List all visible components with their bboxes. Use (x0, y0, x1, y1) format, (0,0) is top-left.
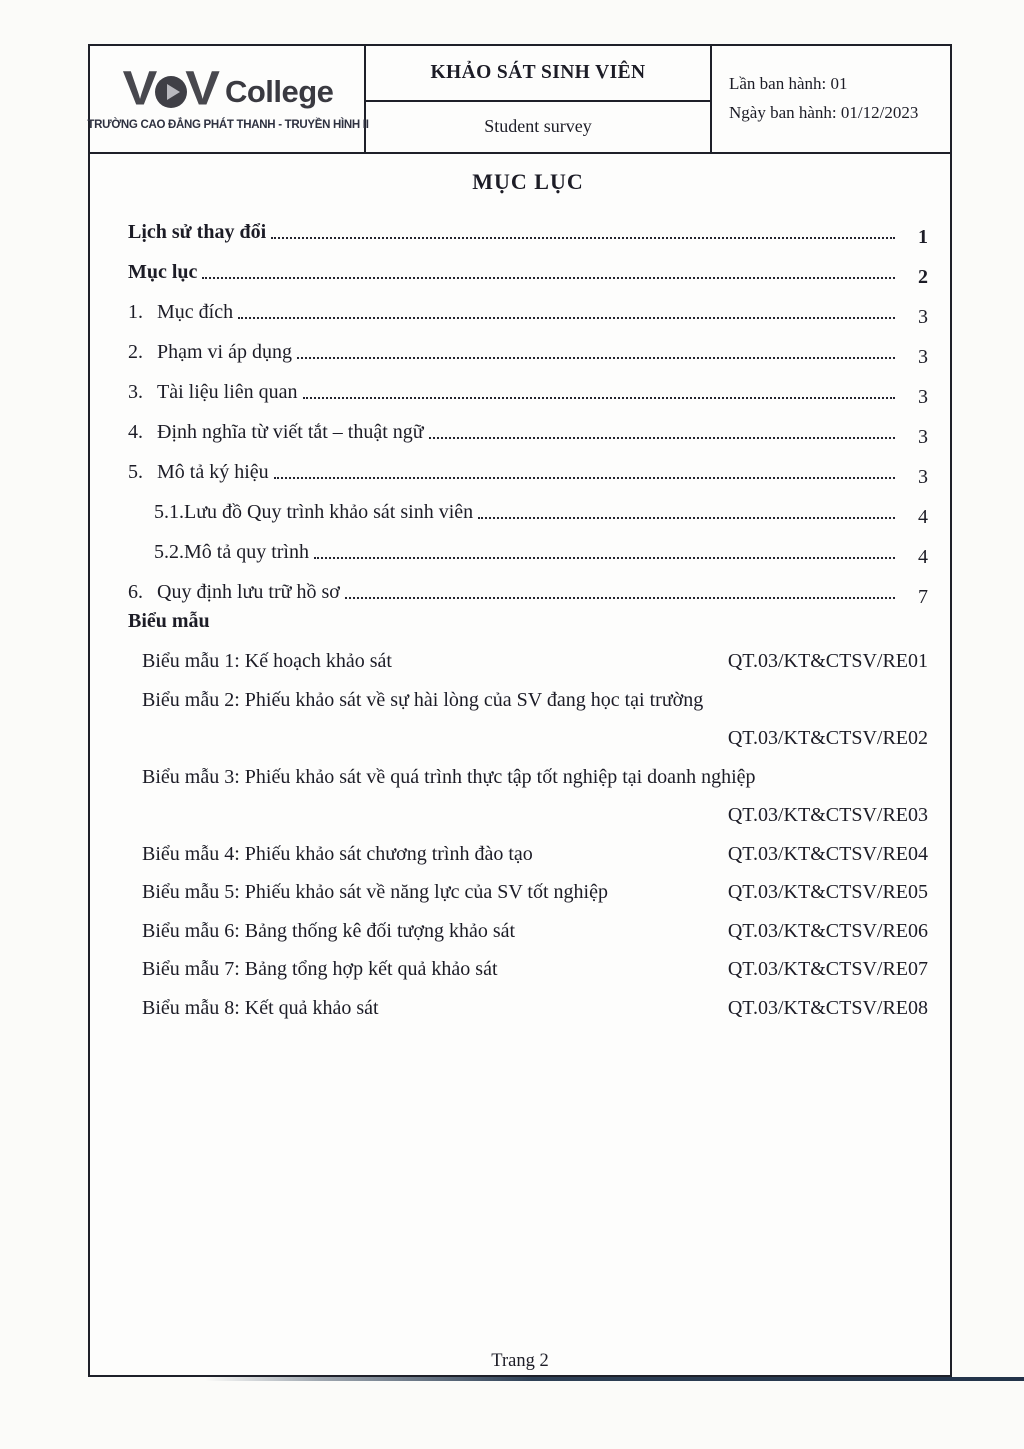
toc-list (128, 205, 928, 608)
toc-entry-number: 5. (128, 460, 143, 483)
form-item-label: Biểu mẫu 7: Bảng tổng hợp kết quả khảo sát (142, 958, 498, 980)
form-item-code-row (128, 713, 928, 752)
toc-entry (128, 405, 928, 448)
toc-page-number: 3 (918, 345, 928, 368)
form-item-label: Biểu mẫu 4: Phiếu khảo sát chương trình đào tạo (142, 842, 533, 865)
toc-page-number: 3 (918, 385, 928, 408)
toc-page-number: 3 (918, 465, 928, 488)
toc-page-number: 4 (918, 505, 928, 528)
page-number-label: Trang 2 (491, 1351, 549, 1371)
doc-title-vi: KHẢO SÁT SINH VIÊN (366, 46, 710, 102)
form-item-code: QT.03/KT&CTSV/RE02 (727, 727, 928, 749)
logo-wordmark (122, 62, 334, 116)
toc-entry (128, 485, 928, 528)
toc-entry-number: 4. (128, 420, 143, 443)
doc-title-en: Student survey (484, 116, 592, 137)
play-triangle-icon (167, 84, 180, 100)
toc-entry-number: 6. (128, 580, 143, 603)
form-item (128, 982, 928, 1021)
toc-entry (128, 285, 928, 328)
dot-leader-icon (303, 397, 895, 399)
issue-date: Ngày ban hành: 01/12/2023 (729, 103, 919, 123)
toc-entry (128, 565, 928, 608)
form-item-code: QT.03/KT&CTSV/RE08 (727, 996, 928, 1019)
toc-page-number: 1 (918, 225, 928, 248)
form-item-code: QT.03/KT&CTSV/RE05 (727, 881, 928, 903)
document-header (87, 46, 950, 154)
form-item-label: Biểu mẫu 1: Kế hoạch khảo sát (142, 650, 392, 672)
form-item (128, 867, 928, 906)
logo-letter-v1: V (122, 62, 154, 116)
logo (87, 46, 369, 152)
toc-title: MỤC LỤC (472, 168, 584, 194)
form-item-label: Biểu mẫu 5: Phiếu khảo sát về năng lực của SV tốt nghiệp (142, 881, 608, 903)
toc-page-number: 3 (918, 305, 928, 328)
form-item-code: QT.03/KT&CTSV/RE03 (727, 804, 928, 826)
toc-entry-number: 5.1. (154, 500, 184, 523)
toc-entry-label: Định nghĩa từ viết tắt – thuật ngữ (157, 420, 424, 443)
form-item-label: Biểu mẫu 8: Kết quả khảo sát (142, 996, 379, 1019)
dot-leader-icon (345, 597, 895, 599)
toc-content (90, 154, 950, 1021)
page-footer (90, 1348, 950, 1375)
forms-heading: Biểu mẫu (128, 609, 210, 632)
toc-entry (128, 205, 928, 248)
dot-leader-icon (202, 277, 895, 279)
forms-list (128, 636, 928, 1021)
toc-page-number: 2 (918, 265, 928, 288)
toc-entry (128, 365, 928, 408)
form-item-label: Biểu mẫu 6: Bảng thống kê đối tượng khảo sát (142, 919, 516, 942)
form-item-label: Biểu mẫu 3: Phiếu khảo sát về quá trình thực tập tốt nghiệp tại doanh nghiệp (142, 765, 756, 788)
toc-entry-label: Tài liệu liên quan (157, 380, 298, 403)
form-item-code: QT.03/KT&CTSV/RE07 (727, 958, 928, 980)
toc-entry-label: Mục đích (157, 300, 234, 323)
logo-college-text: College (224, 74, 334, 110)
dot-leader-icon (271, 237, 895, 239)
toc-page-number: 4 (918, 545, 928, 568)
toc-entry-label: Mục lục (128, 260, 198, 283)
toc-entry-label: Quy định lưu trữ hồ sơ (157, 580, 340, 603)
dot-leader-icon (238, 317, 895, 319)
form-item-code: QT.03/KT&CTSV/RE06 (727, 919, 928, 942)
toc-entry (128, 445, 928, 488)
toc-entry-number: 2. (128, 340, 143, 363)
header-title-cell (366, 46, 712, 152)
dot-leader-icon (297, 357, 895, 359)
form-item (128, 751, 928, 790)
form-item (128, 944, 928, 983)
form-item-code-row (128, 790, 928, 829)
toc-entry (128, 325, 928, 368)
dot-leader-icon (429, 437, 895, 439)
logo-tagline: TRƯỜNG CAO ĐẲNG PHÁT THANH - TRUYỀN HÌNH II (87, 119, 369, 132)
form-item-label: Biểu mẫu 2: Phiếu khảo sát về sự hài lòng của SV đang học tại trường (142, 688, 704, 711)
dot-leader-icon (314, 557, 895, 559)
toc-entry-label: Lưu đồ Quy trình khảo sát sinh viên (184, 500, 474, 523)
scan-edge-shadow (205, 1377, 1024, 1381)
logo-letter-v2: V (185, 62, 216, 116)
toc-entry-number: 1. (128, 300, 143, 323)
toc-entry-label: Mô tả quy trình (184, 540, 309, 563)
toc-entry-label: Mô tả ký hiệu (157, 460, 269, 483)
dot-leader-icon (478, 517, 895, 519)
toc-entry-number: 5.2. (154, 540, 184, 563)
toc-entry-label: Phạm vi áp dụng (157, 340, 292, 363)
toc-entry (128, 525, 928, 568)
form-item (128, 828, 928, 867)
toc-page-number: 3 (918, 425, 928, 448)
toc-entry-number: 3. (128, 380, 143, 403)
header-issue-cell (712, 46, 950, 152)
form-item (128, 674, 928, 713)
form-item-code: QT.03/KT&CTSV/RE01 (727, 650, 928, 672)
toc-entry-label: Lịch sử thay đổi (128, 220, 267, 243)
toc-page-number: 7 (918, 585, 928, 608)
form-item (128, 636, 928, 675)
form-item (128, 905, 928, 944)
issue-number: Lần ban hành: 01 (729, 74, 848, 94)
toc-entry (128, 245, 928, 288)
page-frame (88, 44, 952, 1377)
form-item-code: QT.03/KT&CTSV/RE04 (727, 842, 928, 865)
dot-leader-icon (274, 477, 895, 479)
play-icon (155, 76, 187, 108)
